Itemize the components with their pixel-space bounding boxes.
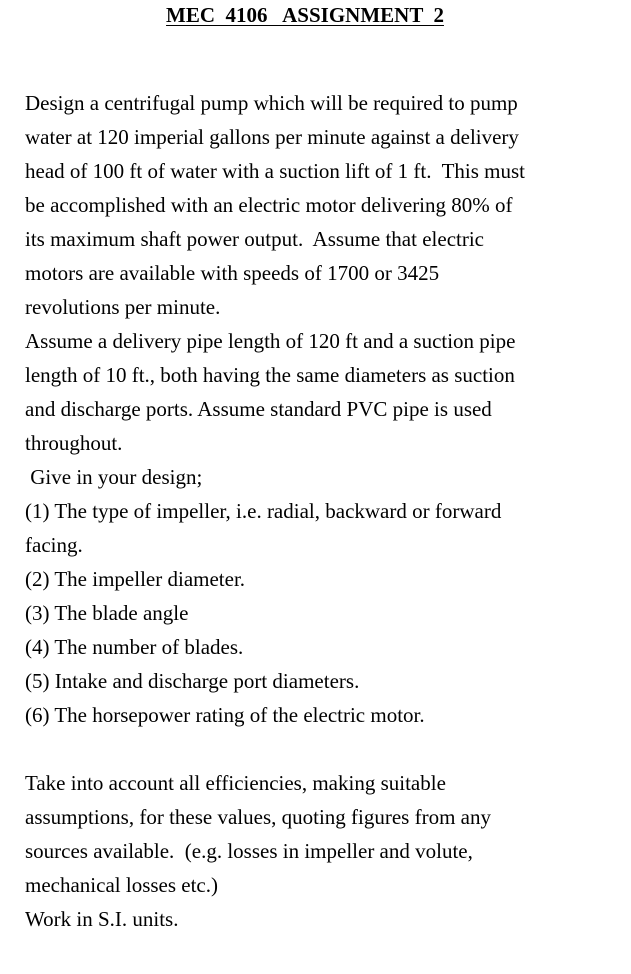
instruction-heading: Give in your design;: [25, 465, 203, 489]
paragraph-line: and discharge ports. Assume standard PVC pipe is used: [25, 397, 492, 421]
list-item: (4) The number of blades.: [25, 635, 244, 659]
list-item: (6) The horsepower rating of the electric motor.: [25, 703, 425, 727]
paragraph-line: Take into account all efficiencies, making suitable: [25, 771, 446, 795]
list-item: (5) Intake and discharge port diameters.: [25, 669, 360, 693]
assignment-title: MEC 4106 ASSIGNMENT 2: [166, 3, 444, 27]
paragraph-line: Assume a delivery pipe length of 120 ft and a suction pipe: [25, 329, 516, 353]
assignment-body: [25, 86, 600, 936]
list-item: facing.: [25, 533, 83, 557]
paragraph-line: Design a centrifugal pump which will be required to pump: [25, 91, 518, 115]
paragraph-line: motors are available with speeds of 1700 or 3425: [25, 261, 440, 285]
blank-line: [25, 732, 600, 766]
paragraph-line: be accomplished with an electric motor delivering 80% of: [25, 193, 513, 217]
paragraph-line: revolutions per minute.: [25, 295, 221, 319]
list-item: (3) The blade angle: [25, 601, 189, 625]
paragraph-line: head of 100 ft of water with a suction lift of 1 ft. This must: [25, 159, 526, 183]
paragraph-line: mechanical losses etc.): [25, 873, 218, 897]
list-item: (1) The type of impeller, i.e. radial, backward or forward: [25, 499, 502, 523]
paragraph-line: length of 10 ft., both having the same diameters as suction: [25, 363, 515, 387]
paragraph-line: assumptions, for these values, quoting figures from any: [25, 805, 491, 829]
paragraph-line: throughout.: [25, 431, 123, 455]
paragraph-line: its maximum shaft power output. Assume that electric: [25, 227, 484, 251]
list-item: (2) The impeller diameter.: [25, 567, 246, 591]
paragraph-line: water at 120 imperial gallons per minute against a delivery: [25, 125, 519, 149]
paragraph-line: Work in S.I. units.: [25, 907, 179, 931]
paragraph-line: sources available. (e.g. losses in impeller and volute,: [25, 839, 473, 863]
